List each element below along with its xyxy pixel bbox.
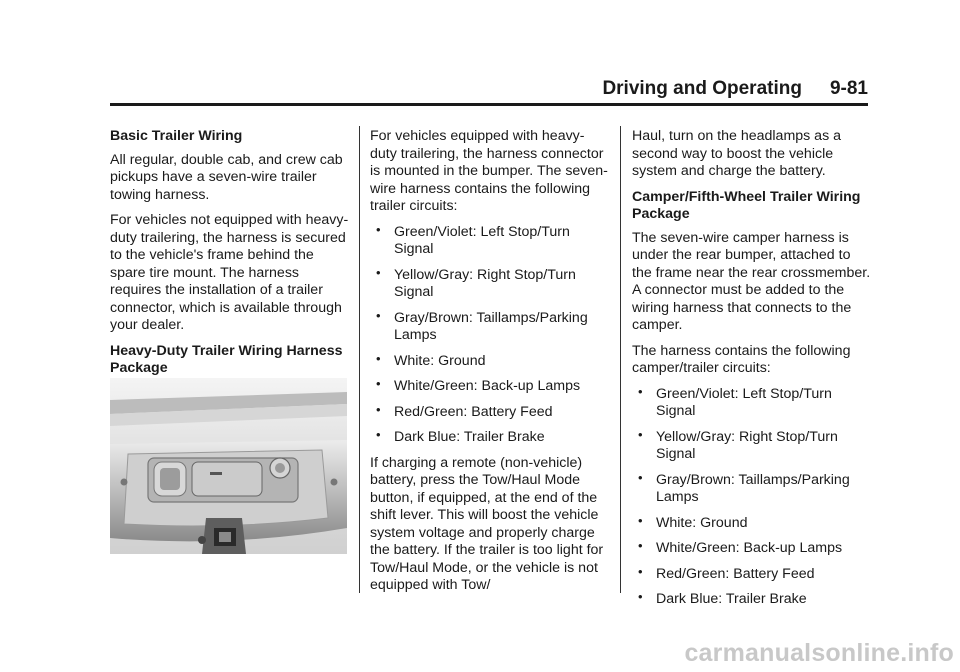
circuit-list xyxy=(370,224,610,447)
trailer-hitch-illustration xyxy=(110,378,347,554)
paragraph: All regular, double cab, and crew cab pickups have a seven-wire trailer towing harness. xyxy=(110,151,343,203)
header-rule xyxy=(110,103,868,106)
list-item: • White: Ground xyxy=(632,515,872,533)
paragraph: The seven-wire camper harness is under the rear bumper, attached to the frame near the rear crossmember. A connector must be added to the wiring harness that connects to the camper. xyxy=(632,229,871,333)
watermark: carmanualsonline.info xyxy=(684,639,954,667)
camper-circuit-list xyxy=(632,386,872,609)
column-3 xyxy=(632,128,872,617)
list-item: • Red/Green: Battery Feed xyxy=(370,404,610,422)
list-item: • White: Ground xyxy=(370,353,610,371)
column-divider-1 xyxy=(359,126,360,593)
column-1 xyxy=(110,128,350,384)
column-2 xyxy=(370,128,610,603)
list-item: • White/Green: Back-up Lamps xyxy=(632,540,872,558)
paragraph: For vehicles not equipped with heavy-duty trailering, the harness is secured to the vehicle's frame behind the spare tire mount. The harness requires the installation of a trailer connector, which is available through your dealer. xyxy=(110,212,349,333)
list-item: • Dark Blue: Trailer Brake xyxy=(632,591,872,609)
heading-camper-harness: Camper/Fifth-Wheel Trailer Wiring Package xyxy=(632,188,861,222)
bumper-hitch-image xyxy=(110,378,347,554)
list-item: • Yellow/Gray: Right Stop/Turn Signal xyxy=(370,267,610,302)
paragraph: For vehicles equipped with heavy-duty trailering, the harness connector is mounted in the bumper. The seven-wire harness contains the following trailer circuits: xyxy=(370,128,608,214)
page-number: 9-81 xyxy=(829,78,868,99)
heading-basic-trailer-wiring: Basic Trailer Wiring xyxy=(110,128,243,144)
list-item: • Gray/Brown: Taillamps/Parking Lamps xyxy=(632,472,872,507)
list-item: • Red/Green: Battery Feed xyxy=(632,566,872,584)
page-header xyxy=(110,76,868,102)
list-item: • Yellow/Gray: Right Stop/Turn Signal xyxy=(632,429,872,464)
paragraph: The harness contains the following camper/trailer circuits: xyxy=(632,342,851,376)
list-item: • Gray/Brown: Taillamps/Parking Lamps xyxy=(370,310,610,345)
list-item: • Dark Blue: Trailer Brake xyxy=(370,429,610,447)
column-divider-2 xyxy=(620,126,621,593)
list-item: • Green/Violet: Left Stop/Turn Signal xyxy=(370,224,610,259)
paragraph: Haul, turn on the headlamps as a second way to boost the vehicle system and charge the battery. xyxy=(632,128,842,179)
heading-heavy-duty-harness: Heavy-Duty Trailer Wiring Harness Package xyxy=(110,342,343,376)
paragraph: If charging a remote (non-vehicle) battery, press the Tow/Haul Mode button, if equipped, at the end of the shift lever. This will boost the vehicle system voltage and properly charge the battery. If the trailer is too light for Tow/Haul Mode, or the vehicle is not equipped with Tow/ xyxy=(370,454,604,593)
list-item: • White/Green: Back-up Lamps xyxy=(370,378,610,396)
section-title: Driving and Operating xyxy=(602,78,802,99)
list-item: • Green/Violet: Left Stop/Turn Signal xyxy=(632,386,872,421)
